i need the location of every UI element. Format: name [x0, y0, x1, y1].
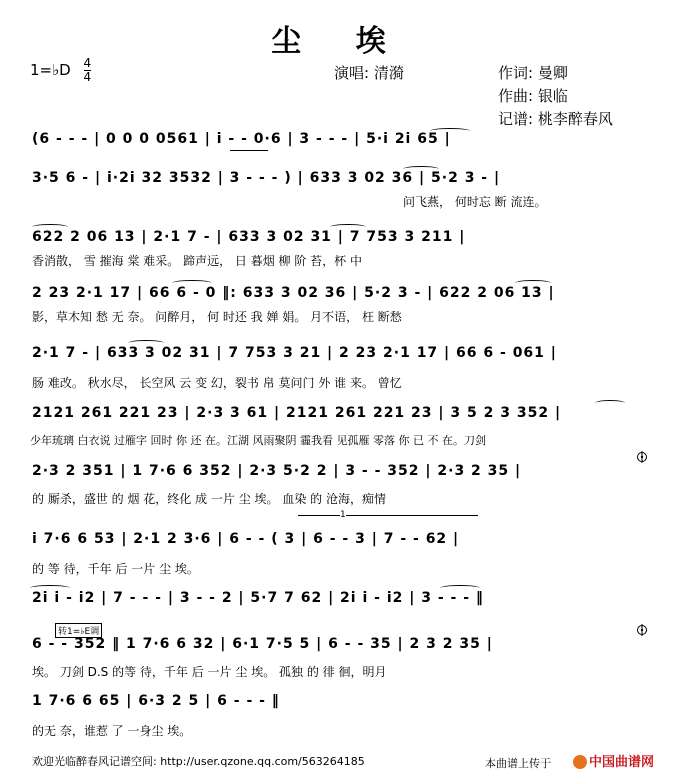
- slur: [403, 166, 439, 172]
- slur: [128, 340, 164, 346]
- slur: [32, 224, 68, 230]
- notation-row-5: 2·1 7 - | 633 3 02 31 | 7 753 3 21 | 2 23 2·1 17 | 66 6 - 061 |: [32, 345, 557, 361]
- lyrics-row-2: 问飞燕， 何时忘 断 流连。: [403, 195, 547, 209]
- footer-upload: 本曲谱上传于: [485, 757, 551, 770]
- notation-row-7: 2·3 2 351 | 1 7·6 6 352 | 2·3 5·2 2 | 3 - - 352 | 2·3 2 35 |: [32, 463, 522, 479]
- notation-row-6: 2121 261 221 23 | 2·3 3 61 | 2121 261 221 23 | 3 5 2 3 352 |: [32, 405, 562, 421]
- lyrics-row-6: 少年琉璃 白衣说 过雁字 回时 你 还 在。江湖 风雨聚阴 霾我看 见孤雁 零落 你 已 不 在。刀剑: [30, 434, 486, 447]
- notation-row-2: 3·5 6 - | i·2i 32 3532 | 3 - - - ) | 633 3 02 36 | 5·2 3 - |: [32, 170, 501, 186]
- volta-number: 1: [340, 510, 346, 520]
- segno-icon: [636, 624, 648, 636]
- site-logo: [573, 751, 654, 770]
- modulation-label: 转1=♭E调: [55, 623, 102, 638]
- footer-welcome: 欢迎光临醉春风记谱空间: http://user.qzone.qq.com/563264185: [32, 755, 365, 768]
- site-name: 中国曲谱网: [589, 755, 655, 770]
- time-bottom: 4: [83, 70, 92, 84]
- notation-row-3: 622 2 06 13 | 2·1 7 - | 633 3 02 31 | 7 753 3 211 |: [32, 229, 466, 245]
- underline: [230, 150, 268, 151]
- time-top: 4: [83, 56, 92, 70]
- notation-row-4: 2 23 2·1 17 | 66 6 - 0 ‖: 633 3 02 36 | 5·2 3 - | 622 2 06 13 |: [32, 285, 555, 301]
- key-signature: [30, 58, 91, 83]
- composer-credit: 作曲: 银临: [498, 87, 568, 105]
- slur: [515, 280, 551, 286]
- notation-row-9: 2i i - i2 | 7 - - - | 3 - - 2 | 5·7 7 62 | 2i i - i2 | 3 - - - ‖: [32, 590, 484, 606]
- slur: [172, 280, 212, 286]
- notation-row-11: 1 7·6 6 65 | 6·3 2 5 | 6 - - - ‖: [32, 693, 280, 709]
- lyrics-row-7: 的 厮杀，盛世 的 烟 花，终化 成 一片 尘 埃。 血染 的 沧海，痴情: [32, 492, 386, 506]
- transcriber-credit: 记谱: 桃李醉春风: [498, 110, 613, 128]
- slur: [30, 585, 70, 591]
- notation-row-8: i 7·6 6 53 | 2·1 2 3·6 | 6 - - ( 3 | 6 - - 3 | 7 - - 62 |: [32, 531, 460, 547]
- notation-row-10: 6 - - 352 ‖ 1 7·6 6 32 | 6·1 7·5 5 | 6 - - 35 | 2 3 2 35 |: [32, 636, 493, 652]
- slur: [330, 224, 366, 230]
- segno-icon: [636, 451, 648, 463]
- lyrics-row-8: 的 等 待，千年 后 一片 尘 埃。: [32, 562, 199, 576]
- key-label: 1=♭D: [30, 61, 71, 79]
- lyrics-row-5: 肠 难改。 秋水尽， 长空风 云 变 幻，裂书 帛 莫问门 外 谁 来。 曾忆: [32, 376, 402, 390]
- notation-row-1: (6 - - - | 0 0 0 0561 | i - - 0·6 | 3 - - - | 5·i 2i 65 |: [32, 131, 451, 147]
- song-title: 尘 埃: [271, 24, 408, 59]
- time-signature: [84, 58, 92, 83]
- volta-bracket: [298, 515, 478, 516]
- slur: [430, 128, 470, 134]
- lyrics-row-4: 影，草木知 愁 无 奈。 问醉月， 何 时还 我 婵 娟。 月不语， 枉 断愁: [32, 310, 402, 324]
- lyrics-row-3: 香消散， 雪 摧海 棠 难采。 蹄声远， 日 暮烟 柳 阶 苔，杯 中: [32, 254, 362, 268]
- slur: [595, 400, 625, 406]
- site-logo-icon: [573, 755, 587, 769]
- lyrics-row-11: 的无 奈，谁惹 了 一身尘 埃。: [32, 724, 192, 738]
- slur: [440, 585, 480, 591]
- singer-credit: 演唱: 清漪: [334, 64, 404, 82]
- lyrics-row-10: 埃。 刀剑 D.S 的等 待，千年 后 一片 尘 埃。 孤独 的 徘 徊，明月: [32, 665, 387, 679]
- lyricist-credit: 作词: 曼卿: [498, 64, 568, 82]
